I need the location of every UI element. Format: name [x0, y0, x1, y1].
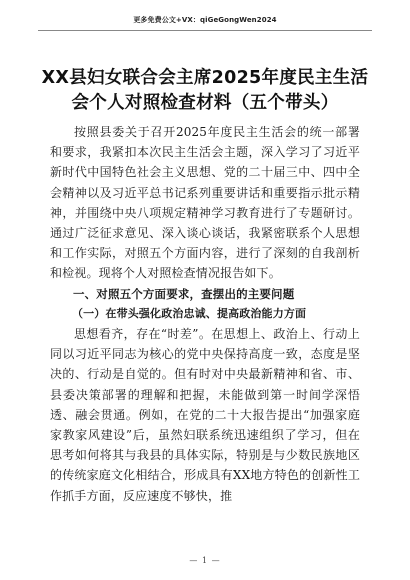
- document-body: [50, 122, 360, 506]
- header-note: 更多免费公文+VX：qiGeGongWen2024: [133, 16, 277, 24]
- document-title: [36, 66, 374, 116]
- subsection-paragraph: 思想看齐，存在“时差”。在思想上、政治上、行动上同以习近平同志为核心的党中央保持高度一致，态度是坚决的、行动是自觉的。但有时对中央最新精神和省、市、县委决策部署的理解和把握，未能做到第一时间学深悟透、融会贯通。例如，在党的二十大报告提出“加强家庭家教家风建设”后，虽然妇联系统迅速组织了学习，但在思考如何将其与我县的具体实际，特别是与少数民族地区的传统家庭文化相结合，形成具有XX地方特色的创新性工作抓手方面，反应速度不够快，推: [50, 327, 360, 503]
- header-divider: [38, 30, 372, 31]
- page-number: — 1 —: [189, 556, 221, 565]
- title-line-1: XX县妇女联合会主席2025年度民主生活: [41, 68, 369, 88]
- intro-paragraph: 按照县委关于召开2025年度民主生活会的统一部署和要求，我紧扣本次民主生活会主题，深入学习了习近平新时代中国特色社会主义思想、党的二十届三中、四中全会精神以及习近平总书记系列重要讲话和重要指示批示精神，并围绕中央八项规定精神学习教育进行了专题研讨。通过广泛征求意见、深入谈心谈话，我紧密联系个人思想和工作实际，对照五个方面内容，进行了深刻的自我剖析和检视。现将个人对照检查情况报告如下。: [50, 125, 360, 281]
- subsection-heading: （一）在带头强化政治忠诚、提高政治能力方面: [72, 306, 307, 320]
- section-heading: 一、对照五个方面要求，查摆出的主要问题: [73, 286, 295, 301]
- title-line-2: 会个人对照检查材料（五个带头）: [71, 93, 339, 113]
